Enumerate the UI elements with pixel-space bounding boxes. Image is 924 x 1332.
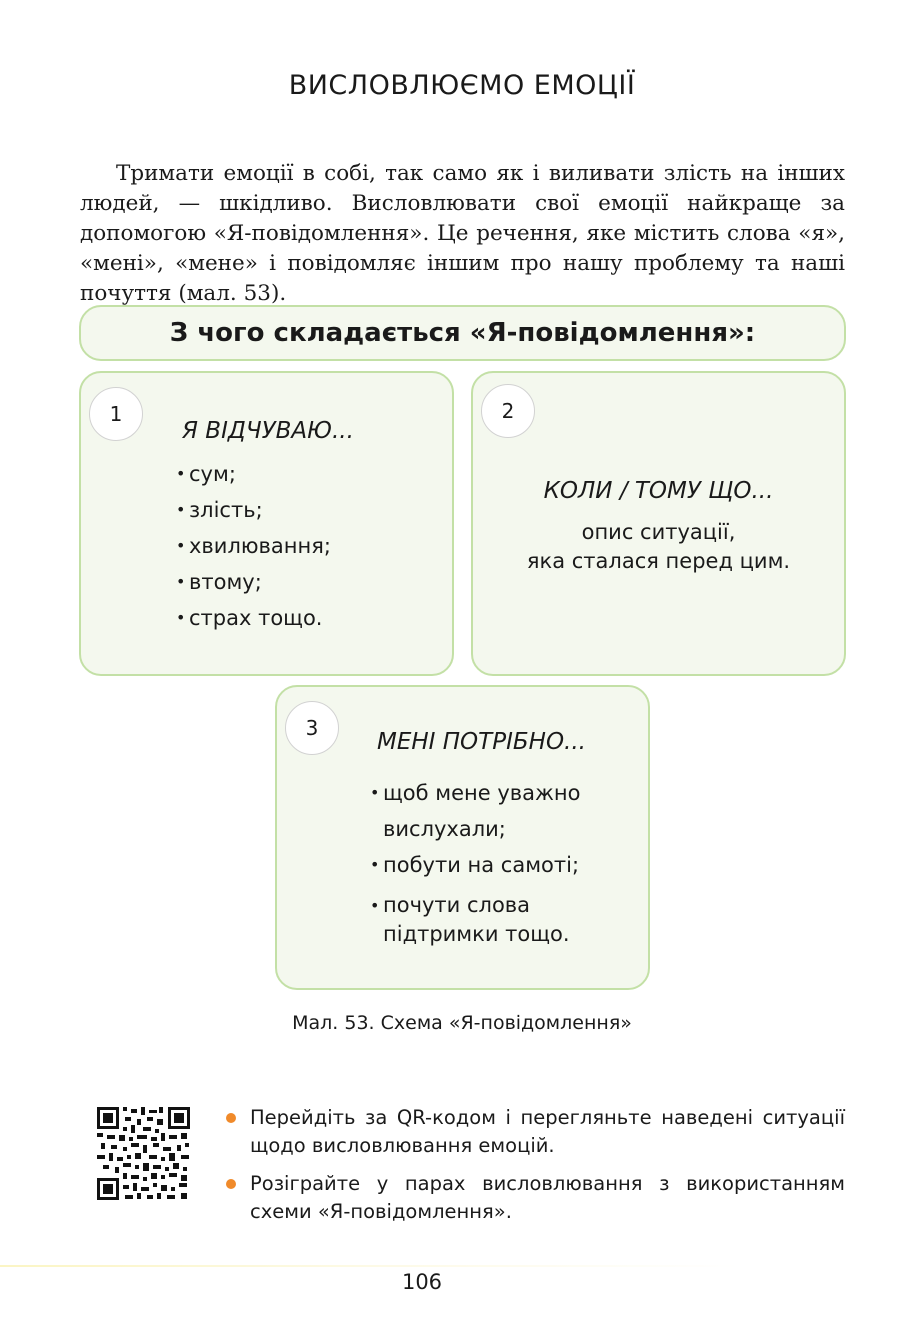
scheme-heading-box [79, 305, 846, 361]
section-title: ВИСЛОВЛЮЄМО ЕМОЦІЇ [288, 70, 636, 101]
task-list [222, 1104, 845, 1236]
list-item: • почути слова підтримки тощо. [370, 891, 630, 949]
scheme-box-1 [79, 371, 454, 676]
description-line: опис ситуації, [581, 520, 736, 544]
bullet-dot-icon [226, 1113, 236, 1123]
step-number-1: 1 [89, 387, 143, 441]
bullet-dot-icon [226, 1179, 236, 1189]
qr-code-icon[interactable] [97, 1107, 190, 1200]
box-2-title: КОЛИ / ТОМУ ЩО... [543, 478, 774, 504]
step-number-3: 3 [285, 701, 339, 755]
task-text: Розіграйте у парах висловлювання з використанням схеми «Я-повідомлення». [250, 1172, 845, 1223]
feelings-list [176, 459, 331, 639]
figure-caption: Мал. 53. Схема «Я-повідомлення» [292, 1012, 632, 1034]
footer-divider [0, 1265, 740, 1267]
box-1-title: Я ВІДЧУВАЮ... [182, 418, 354, 444]
list-item [222, 1104, 845, 1160]
box-2-description [473, 518, 844, 576]
scheme-heading: З чого складається «Я-повідомлення»: [169, 318, 756, 348]
scheme-box-3 [275, 685, 650, 990]
needs-list [370, 775, 630, 949]
list-item: • сум; [176, 459, 331, 495]
scheme-box-2 [471, 371, 846, 676]
list-item: • хвилювання; [176, 531, 331, 567]
task-text: Перейдіть за QR-кодом і перегляньте наведені ситуації щодо висловлювання емоцій. [250, 1106, 845, 1157]
page-number: 106 [401, 1270, 443, 1294]
list-item [222, 1170, 845, 1226]
list-item: • злість; [176, 495, 331, 531]
list-item: • щоб мене уважно вислухали; [370, 775, 630, 847]
list-item: • побути на самоті; [370, 847, 630, 883]
box-3-title: МЕНІ ПОТРІБНО... [377, 729, 586, 755]
step-number-2: 2 [481, 384, 535, 438]
list-item: • страх тощо. [176, 603, 331, 639]
description-line: яка сталася перед цим. [526, 549, 791, 573]
list-item: • втому; [176, 567, 331, 603]
intro-paragraph: Тримати емоції в собі, так само як і виливати злість на інших людей, — шкідливо. Висловлювати свої емоції найкраще за допомогою «Я-повідомлення». Це речення, яке містить слова «я», «мені», «мене» і повідомляє іншим про нашу проблему та наші почуття (мал. 53). [80, 160, 845, 306]
